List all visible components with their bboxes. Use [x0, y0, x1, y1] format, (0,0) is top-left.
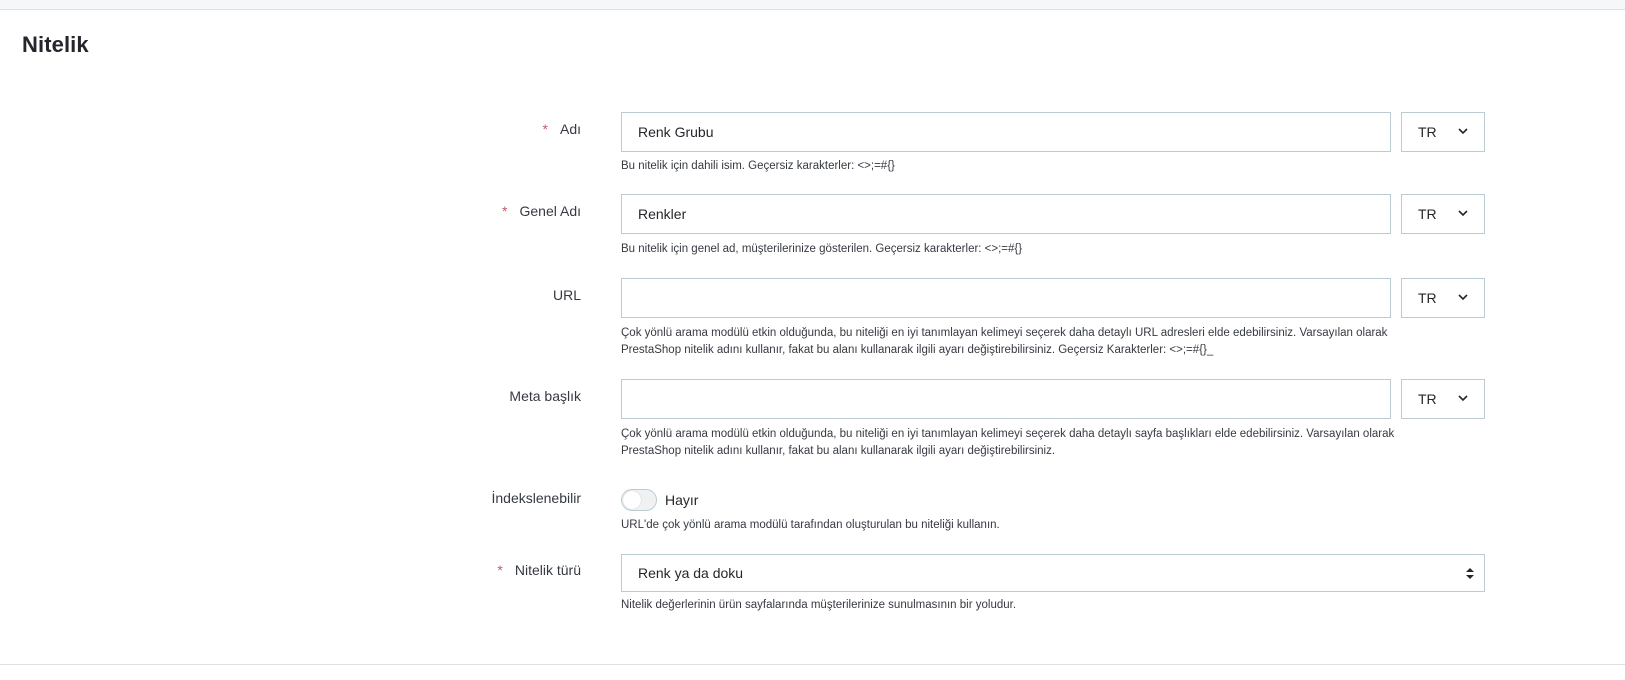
name-input[interactable]: Renk Grubu	[621, 112, 1391, 152]
chevron-down-icon	[1458, 395, 1468, 402]
lang-code: TR	[1418, 206, 1437, 222]
required-marker: *	[502, 203, 508, 219]
required-marker: *	[542, 121, 548, 137]
attribute-type-value: Renk ya da doku	[638, 565, 744, 581]
url-input[interactable]	[621, 278, 1391, 318]
top-divider	[0, 0, 1625, 10]
lang-code: TR	[1418, 290, 1437, 306]
public-name-help: Bu nitelik için genel ad, müşterilerinize gösterilen. Geçersiz karakterler: <>;=#{}	[621, 243, 1023, 255]
toggle-knob	[623, 491, 641, 509]
meta-title-help-line2: PrestaShop nitelik adını kullanır, fakat bu alanı kullanarak ilgili ayarı değiştirebilirsiniz.	[621, 445, 1056, 457]
bottom-divider	[0, 664, 1625, 680]
lang-code: TR	[1418, 391, 1437, 407]
chevron-down-icon	[1458, 294, 1468, 301]
chevron-down-icon	[1458, 128, 1468, 135]
name-help: Bu nitelik için dahili isim. Geçersiz karakterler: <>;=#{}	[621, 160, 895, 172]
meta-title-help-line1: Çok yönlü arama modülü etkin olduğunda, bu niteliği en iyi tanımlayan kelimeyi seçerek daha detaylı sayfa başlıkları elde edebilirsiniz. Varsayılan olarak	[621, 428, 1395, 440]
attribute-type-help: Nitelik değerlerinin ürün sayfalarında müşterilerinize sunulmasının bir yoludur.	[621, 599, 1017, 611]
meta-title-lang-select[interactable]	[1401, 379, 1485, 419]
indexable-help: URL'de çok yönlü arama modülü tarafından oluşturulan bu niteliği kullanın.	[621, 519, 1000, 531]
chevron-down-icon	[1458, 210, 1468, 217]
lang-code: TR	[1418, 124, 1437, 140]
name-label: * Adı	[542, 121, 581, 137]
indexable-toggle[interactable]	[621, 489, 657, 511]
url-lang-select[interactable]	[1401, 278, 1485, 318]
meta-title-label: Meta başlık	[509, 388, 581, 404]
public-name-lang-select[interactable]	[1401, 194, 1485, 234]
name-lang-select[interactable]	[1401, 112, 1485, 152]
sort-updown-icon	[1466, 568, 1474, 579]
indexable-toggle-state: Hayır	[665, 492, 699, 508]
attribute-type-label: * Nitelik türü	[497, 562, 581, 578]
url-help	[621, 325, 1451, 359]
attribute-type-select[interactable]	[621, 554, 1485, 592]
public-name-label: * Genel Adı	[502, 203, 581, 219]
url-label: URL	[552, 287, 581, 303]
meta-title-input[interactable]	[621, 379, 1391, 419]
url-help-line2: PrestaShop nitelik adını kullanır, fakat bu alanı kullanarak ilgili ayarı değiştirebilirsiniz. Geçersiz Karakterler: <>;=#{}_	[621, 344, 1214, 356]
card-title: Nitelik	[22, 32, 89, 57]
meta-title-help	[621, 426, 1451, 460]
public-name-input[interactable]: Renkler	[621, 194, 1391, 234]
url-help-line1: Çok yönlü arama modülü etkin olduğunda, bu niteliği en iyi tanımlayan kelimeyi seçerek daha detaylı URL adresleri elde edebilirsiniz. Varsayılan olarak	[621, 327, 1388, 339]
indexable-label: İndekslenebilir	[491, 490, 581, 506]
required-marker: *	[497, 562, 503, 578]
